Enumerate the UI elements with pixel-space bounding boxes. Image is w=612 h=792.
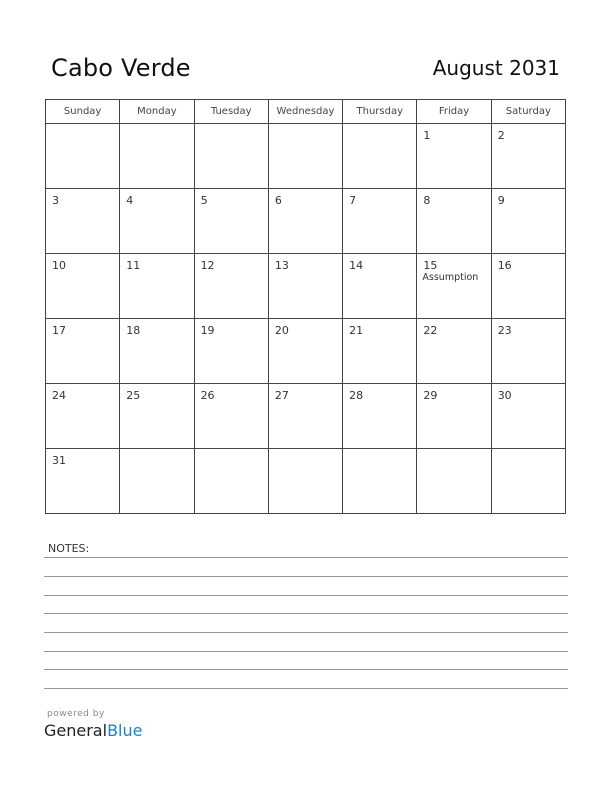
day-cell [343, 319, 417, 384]
day-cell [491, 449, 565, 514]
day-cell [417, 384, 491, 449]
brand-logo [44, 721, 142, 740]
day-number: 22 [423, 324, 438, 337]
weekday-saturday: Saturday [491, 100, 565, 124]
week-row [46, 319, 566, 384]
week-row [46, 384, 566, 449]
week-row [46, 254, 566, 319]
day-number: 15 [423, 259, 438, 272]
day-number: 20 [274, 324, 289, 337]
day-number: 11 [126, 259, 141, 272]
day-cell [194, 319, 268, 384]
day-cell [46, 449, 120, 514]
day-cell [46, 384, 120, 449]
day-number: 5 [200, 194, 208, 207]
note-line [44, 557, 568, 558]
day-number: 23 [497, 324, 512, 337]
day-number: 30 [497, 389, 512, 402]
day-number: 19 [200, 324, 215, 337]
day-number: 21 [349, 324, 364, 337]
day-number: 25 [126, 389, 141, 402]
day-cell [46, 189, 120, 254]
day-number: 29 [423, 389, 438, 402]
day-cell [417, 449, 491, 514]
note-line [44, 613, 568, 614]
day-cell [194, 384, 268, 449]
country-title: Cabo Verde [51, 54, 191, 82]
weekday-wednesday: Wednesday [268, 100, 342, 124]
day-number: 26 [200, 389, 215, 402]
day-number: 14 [349, 259, 364, 272]
day-number: 24 [52, 389, 66, 402]
day-cell [46, 254, 120, 319]
day-cell [194, 449, 268, 514]
day-number: 8 [423, 194, 431, 207]
day-cell [417, 124, 491, 189]
day-number: 28 [349, 389, 364, 402]
powered-by-text: powered by [47, 709, 105, 719]
day-number: 4 [126, 194, 134, 207]
day-cell [268, 449, 342, 514]
day-cell [343, 449, 417, 514]
day-cell [491, 384, 565, 449]
note-line [44, 688, 568, 689]
day-cell [491, 189, 565, 254]
day-cell [491, 124, 565, 189]
day-number: 7 [349, 194, 357, 207]
day-number: 10 [52, 259, 66, 272]
day-number: 2 [497, 129, 505, 142]
day-number: 3 [52, 194, 59, 207]
note-line [44, 632, 568, 633]
week-row [46, 449, 566, 514]
day-cell [343, 254, 417, 319]
day-cell [120, 449, 194, 514]
day-number: 31 [52, 454, 66, 467]
holiday-label: Assumption [422, 272, 479, 283]
day-number: 13 [274, 259, 289, 272]
note-line [44, 595, 568, 596]
day-cell [120, 124, 194, 189]
day-cell [46, 319, 120, 384]
week-row [46, 189, 566, 254]
weekday-header-row [46, 100, 566, 124]
day-cell [343, 384, 417, 449]
note-line [44, 576, 568, 577]
day-cell [491, 254, 565, 319]
day-cell [268, 384, 342, 449]
day-number: 18 [126, 324, 141, 337]
day-cell [343, 124, 417, 189]
day-number: 1 [423, 129, 431, 142]
day-cell [417, 254, 491, 319]
day-cell [120, 189, 194, 254]
day-number: 27 [274, 389, 289, 402]
day-number: 12 [200, 259, 215, 272]
day-cell [491, 319, 565, 384]
day-cell [194, 254, 268, 319]
day-cell [268, 124, 342, 189]
day-number: 17 [52, 324, 66, 337]
weekday-thursday: Thursday [343, 100, 417, 124]
day-cell [120, 319, 194, 384]
day-number: 9 [497, 194, 505, 207]
day-cell [194, 189, 268, 254]
day-cell [268, 319, 342, 384]
weekday-friday: Friday [417, 100, 491, 124]
day-cell [417, 319, 491, 384]
notes-label: NOTES: [48, 542, 90, 555]
week-row [46, 124, 566, 189]
day-cell [120, 384, 194, 449]
day-cell [417, 189, 491, 254]
day-cell [194, 124, 268, 189]
day-cell [120, 254, 194, 319]
note-line [44, 651, 568, 652]
day-cell [268, 189, 342, 254]
brand-blue: Blue [107, 721, 143, 740]
month-year-title: August 2031 [432, 56, 560, 80]
weekday-monday: Monday [120, 100, 194, 124]
weekday-sunday: Sunday [46, 100, 120, 124]
calendar-grid [45, 99, 566, 514]
note-line [44, 669, 568, 670]
day-cell [343, 189, 417, 254]
brand-general: General [44, 721, 108, 740]
day-cell [268, 254, 342, 319]
day-cell [46, 124, 120, 189]
day-number: 6 [274, 194, 282, 207]
day-number: 16 [497, 259, 512, 272]
weekday-tuesday: Tuesday [194, 100, 268, 124]
